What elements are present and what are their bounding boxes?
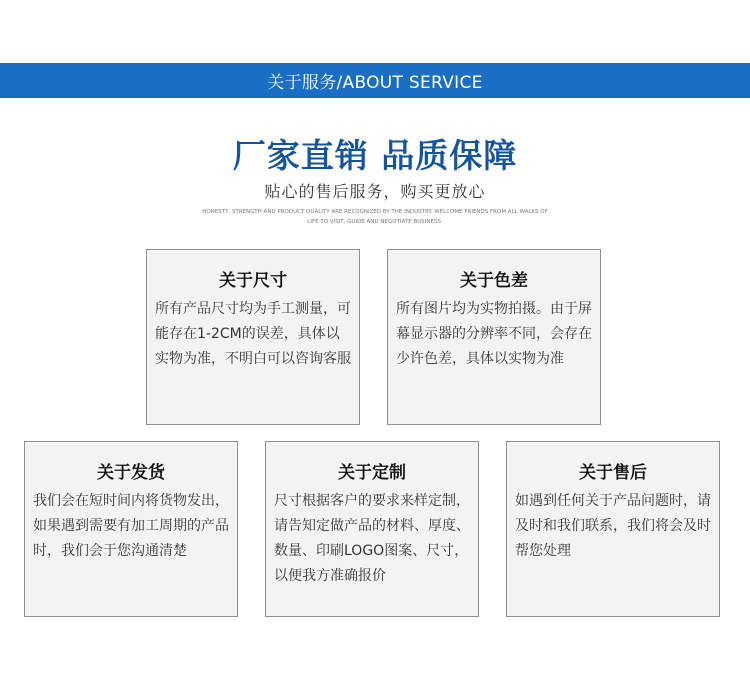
page-subheadline: 贴心的售后服务，购买更放心	[264, 182, 486, 201]
card-body: 如遇到任何关于产品问题时，请及时和我们联系，我们将会及时帮您处理	[515, 493, 711, 559]
card-body: 所有图片均为实物拍摄。由于屏幕显示器的分辨率不同，会存在少许色差，具体以实物为准	[396, 301, 592, 367]
section-banner	[0, 63, 750, 98]
card-title: 关于发货	[97, 463, 165, 483]
card-body: 尺寸根据客户的要求来样定制，请告知定做产品的材料、厚度、数量、印刷LOGO图案、尺寸，以便我方准确报价	[274, 493, 470, 584]
banner-title: 关于服务/ABOUT SERVICE	[267, 73, 483, 93]
card-about-customization	[265, 441, 479, 617]
card-title: 关于尺寸	[219, 271, 287, 291]
card-body: 我们会在短时间内将货物发出，如果遇到需要有加工周期的产品时，我们会于您沟通清楚	[33, 493, 229, 559]
card-title: 关于定制	[338, 463, 406, 483]
page-headline: 厂家直销 品质保障	[232, 136, 518, 175]
card-title: 关于售后	[579, 463, 647, 483]
english-tagline: HONESTY, STRENGTH AND PRODUCT QUALITY ARE RECOGNIZED BY THE INDUSTRY. WELCOME FRIENDS FROM ALL WALKS OF LIFE TO VISIT, GUIDE AND NEGOTIATE BUSINESS.	[202, 209, 548, 225]
card-about-color	[387, 249, 601, 425]
card-about-shipping	[24, 441, 238, 617]
card-body: 所有产品尺寸均为手工测量，可能存在1-2CM的误差，具体以实物为准，不明白可以咨询客服	[155, 301, 351, 367]
card-about-size	[146, 249, 360, 425]
card-about-after-sales	[506, 441, 720, 617]
card-title: 关于色差	[460, 271, 528, 291]
